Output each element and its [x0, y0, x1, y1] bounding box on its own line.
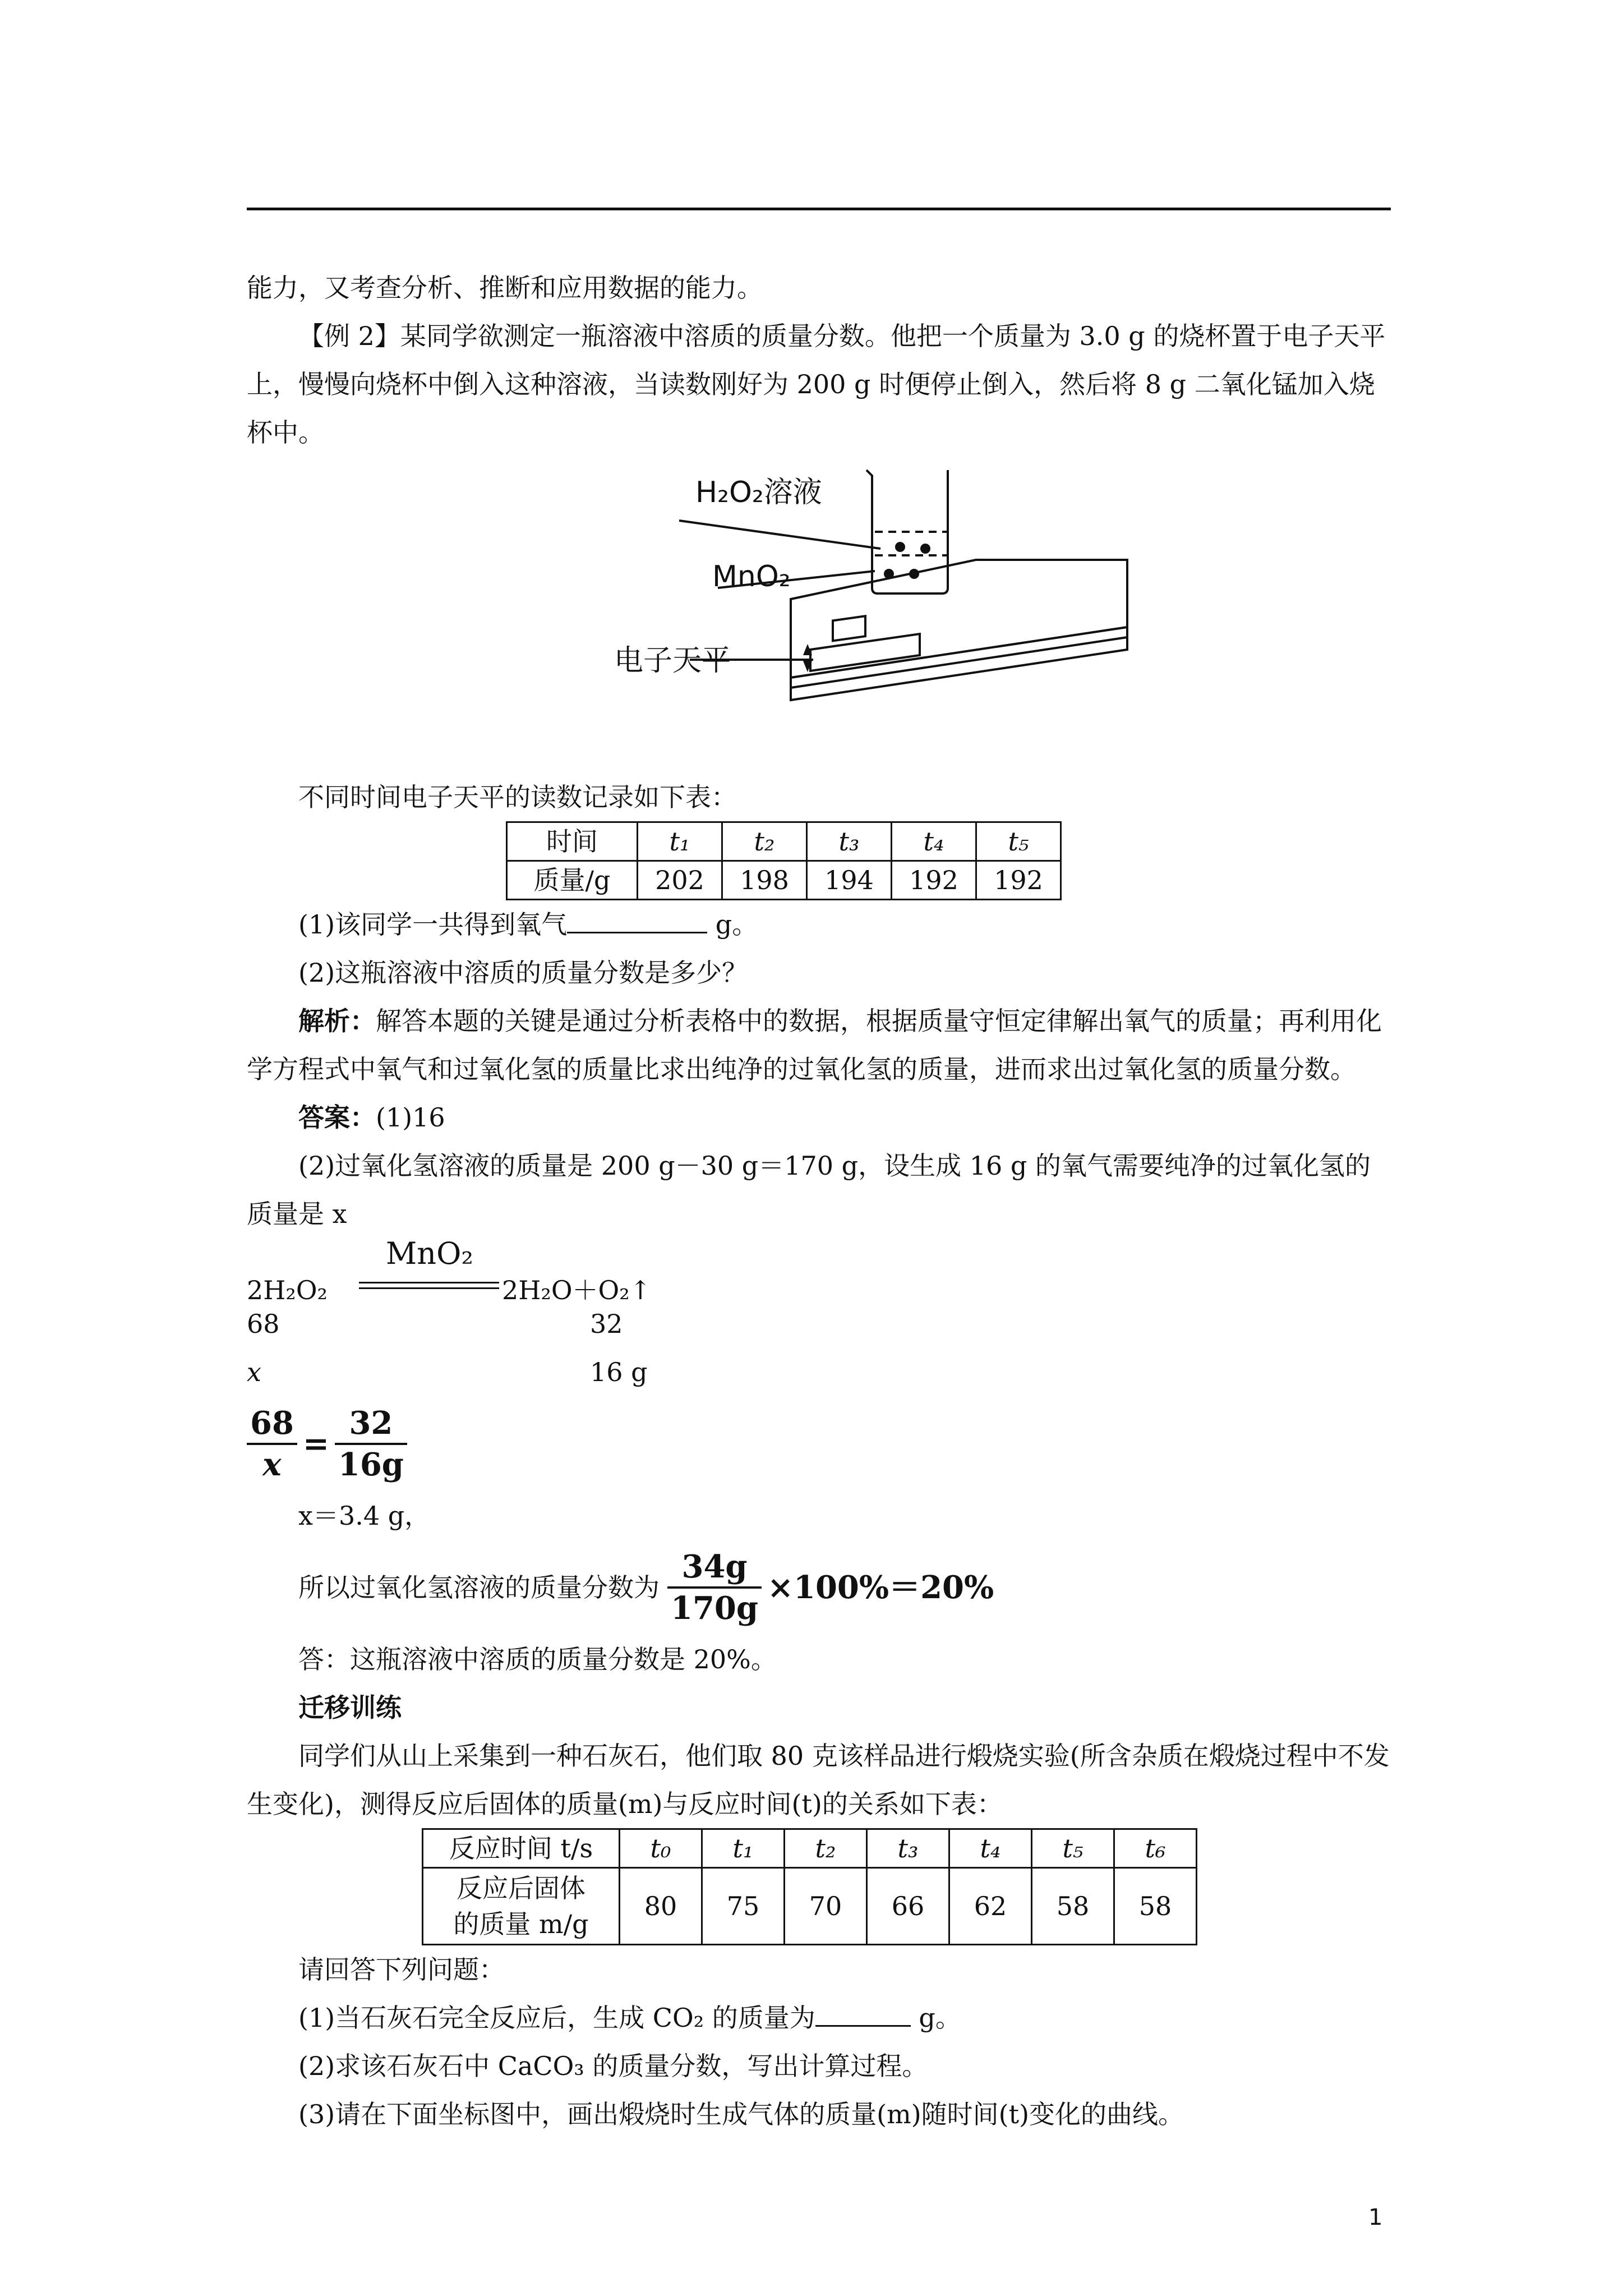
- balance-figure: [247, 459, 1391, 773]
- table2-time-cell: t₁: [702, 1829, 785, 1868]
- table-row: [423, 1829, 1197, 1868]
- balance-readings-table: [506, 821, 1062, 900]
- fraction: $\frac{32}{16g}$: [335, 1404, 407, 1484]
- table2-mass-cell: 75: [702, 1868, 785, 1945]
- table1-time-cell: t₂: [722, 822, 807, 861]
- table2-time-cell: t₀: [620, 1829, 702, 1868]
- proportion-equation: $\frac{68}{x}$ = $\frac{32}{16g}$: [247, 1396, 1391, 1492]
- page-number: 1: [1368, 2205, 1383, 2230]
- question-2: (2)这瓶溶液中溶质的质量分数是多少？: [298, 958, 748, 988]
- catalyst-label: MnO₂: [386, 1236, 473, 1271]
- table2-mass-header: 反应后固体 的质量 m/g: [423, 1868, 620, 1945]
- table1-caption: 不同时间电子天平的读数记录如下表：: [298, 782, 737, 812]
- table1-time-cell: t₃: [807, 822, 892, 861]
- analysis-label: 解析：: [298, 1006, 376, 1036]
- answer-blank[interactable]: [567, 909, 707, 933]
- table2-time-header: 反应时间 t/s: [423, 1829, 620, 1868]
- table2-time-cell: t₂: [785, 1829, 867, 1868]
- balance-drawing: [679, 459, 1324, 773]
- x-result: x＝3.4 g，: [298, 1501, 431, 1531]
- table2-time-cell: t₆: [1114, 1829, 1197, 1868]
- table1-mass-cell: 194: [807, 861, 892, 900]
- equation-products: 2H₂O＋O₂↑: [502, 1275, 652, 1305]
- table-row: [423, 1868, 1197, 1945]
- answer-label: 答案：: [298, 1102, 376, 1133]
- limestone-table: [422, 1828, 1197, 1945]
- header-rule: [247, 208, 1391, 210]
- table-row: [507, 822, 1061, 861]
- intro-fragment: 能力，又考查分析、推断和应用数据的能力。: [247, 273, 763, 303]
- conclusion: 答：这瓶溶液中溶质的质量分数是 20%。: [298, 1644, 777, 1674]
- table2-time-cell: t₄: [949, 1829, 1032, 1868]
- question-1: (1)该同学一共得到氧气 g。: [298, 909, 758, 940]
- table1-mass-cell: 198: [722, 861, 807, 900]
- transfer-question-3: (3)请在下面坐标图中，画出煅烧时生成气体的质量(m)随时间(t)变化的曲线。: [298, 2099, 1184, 2129]
- example-text: 某同学欲测定一瓶溶液中溶质的质量分数。他把一个质量为 3.0 g 的烧杯置于电子天平上，慢慢向烧杯中倒入这种溶液，当读数刚好为 200 g 时便停止倒入，然后将 8 g 二氧化锰加入烧杯中。: [247, 321, 1386, 448]
- equation-bar: [359, 1287, 499, 1289]
- fraction: $\frac{68}{x}$: [247, 1404, 297, 1484]
- equation-bar: [359, 1282, 499, 1283]
- table1-mass-cell: 192: [976, 861, 1061, 900]
- table1-mass-cell: 202: [638, 861, 722, 900]
- ratio-row-1: 68 32: [247, 1309, 623, 1339]
- example-paragraph: [247, 312, 1391, 457]
- main-content: [247, 264, 1391, 2138]
- table-row: [507, 861, 1061, 900]
- example-label: 【例 2】: [298, 321, 400, 351]
- mno2-label: MnO₂: [712, 560, 791, 593]
- table2-mass-cell: 58: [1114, 1868, 1197, 1945]
- table2-mass-cell: 70: [785, 1868, 867, 1945]
- transfer-text: 同学们从山上采集到一种石灰石，他们取 80 克该样品进行煅烧实验(所含杂质在煅烧过程中不发生变化)，测得反应后固体的质量(m)与反应时间(t)的关系如下表：: [247, 1741, 1390, 1819]
- transfer-prompt: 请回答下列问题：: [298, 1954, 505, 1985]
- fraction: $\frac{34g}{170g}$: [667, 1547, 762, 1628]
- answer-part2: (2)过氧化氢溶液的质量是 200 g－30 g＝170 g，设生成 16 g 的氧气需要纯净的过氧化氢的质量是 x: [247, 1151, 1371, 1229]
- ratio-row-2: x 16 g: [247, 1357, 648, 1387]
- chemical-equation: [247, 1236, 1391, 1305]
- table2-mass-cell: 66: [867, 1868, 949, 1945]
- table1-mass-cell: 192: [892, 861, 976, 900]
- table1-time-header: 时间: [507, 822, 638, 861]
- table2-time-cell: t₃: [867, 1829, 949, 1868]
- table2-time-cell: t₅: [1032, 1829, 1114, 1868]
- analysis-text: 解答本题的关键是通过分析表格中的数据，根据质量守恒定律解出氧气的质量；再利用化学方程式中氧气和过氧化氢的质量比求出纯净的过氧化氢的质量，进而求出过氧化氢的质量分数。: [247, 1006, 1382, 1084]
- balance-label: 电子天平: [614, 644, 731, 678]
- percent-calculation: 所以过氧化氢溶液的质量分数为 $\frac{34g}{170g}$ ×100%＝20%: [298, 1548, 994, 1627]
- transfer-question-2: (2)求该石灰石中 CaCO₃ 的质量分数，写出计算过程。: [298, 2051, 928, 2081]
- transfer-question-1: (1)当石灰石完全反应后，生成 CO₂ 的质量为 g。: [298, 2003, 961, 2033]
- table2-mass-cell: 58: [1032, 1868, 1114, 1945]
- analysis-paragraph: [247, 997, 1391, 1093]
- table2-mass-cell: 80: [620, 1868, 702, 1945]
- answer-blank[interactable]: [815, 2003, 911, 2027]
- table1-time-cell: t₁: [638, 822, 722, 861]
- answer-part1: 答案：(1)16: [298, 1102, 445, 1133]
- transfer-title: 迁移训练: [298, 1692, 402, 1723]
- table1-time-cell: t₅: [976, 822, 1061, 861]
- equation-reactant: 2H₂O₂: [247, 1275, 328, 1305]
- table2-mass-cell: 62: [949, 1868, 1032, 1945]
- table1-mass-header: 质量/g: [507, 861, 638, 900]
- table1-time-cell: t₄: [892, 822, 976, 861]
- h2o2-label: H₂O₂溶液: [695, 476, 822, 509]
